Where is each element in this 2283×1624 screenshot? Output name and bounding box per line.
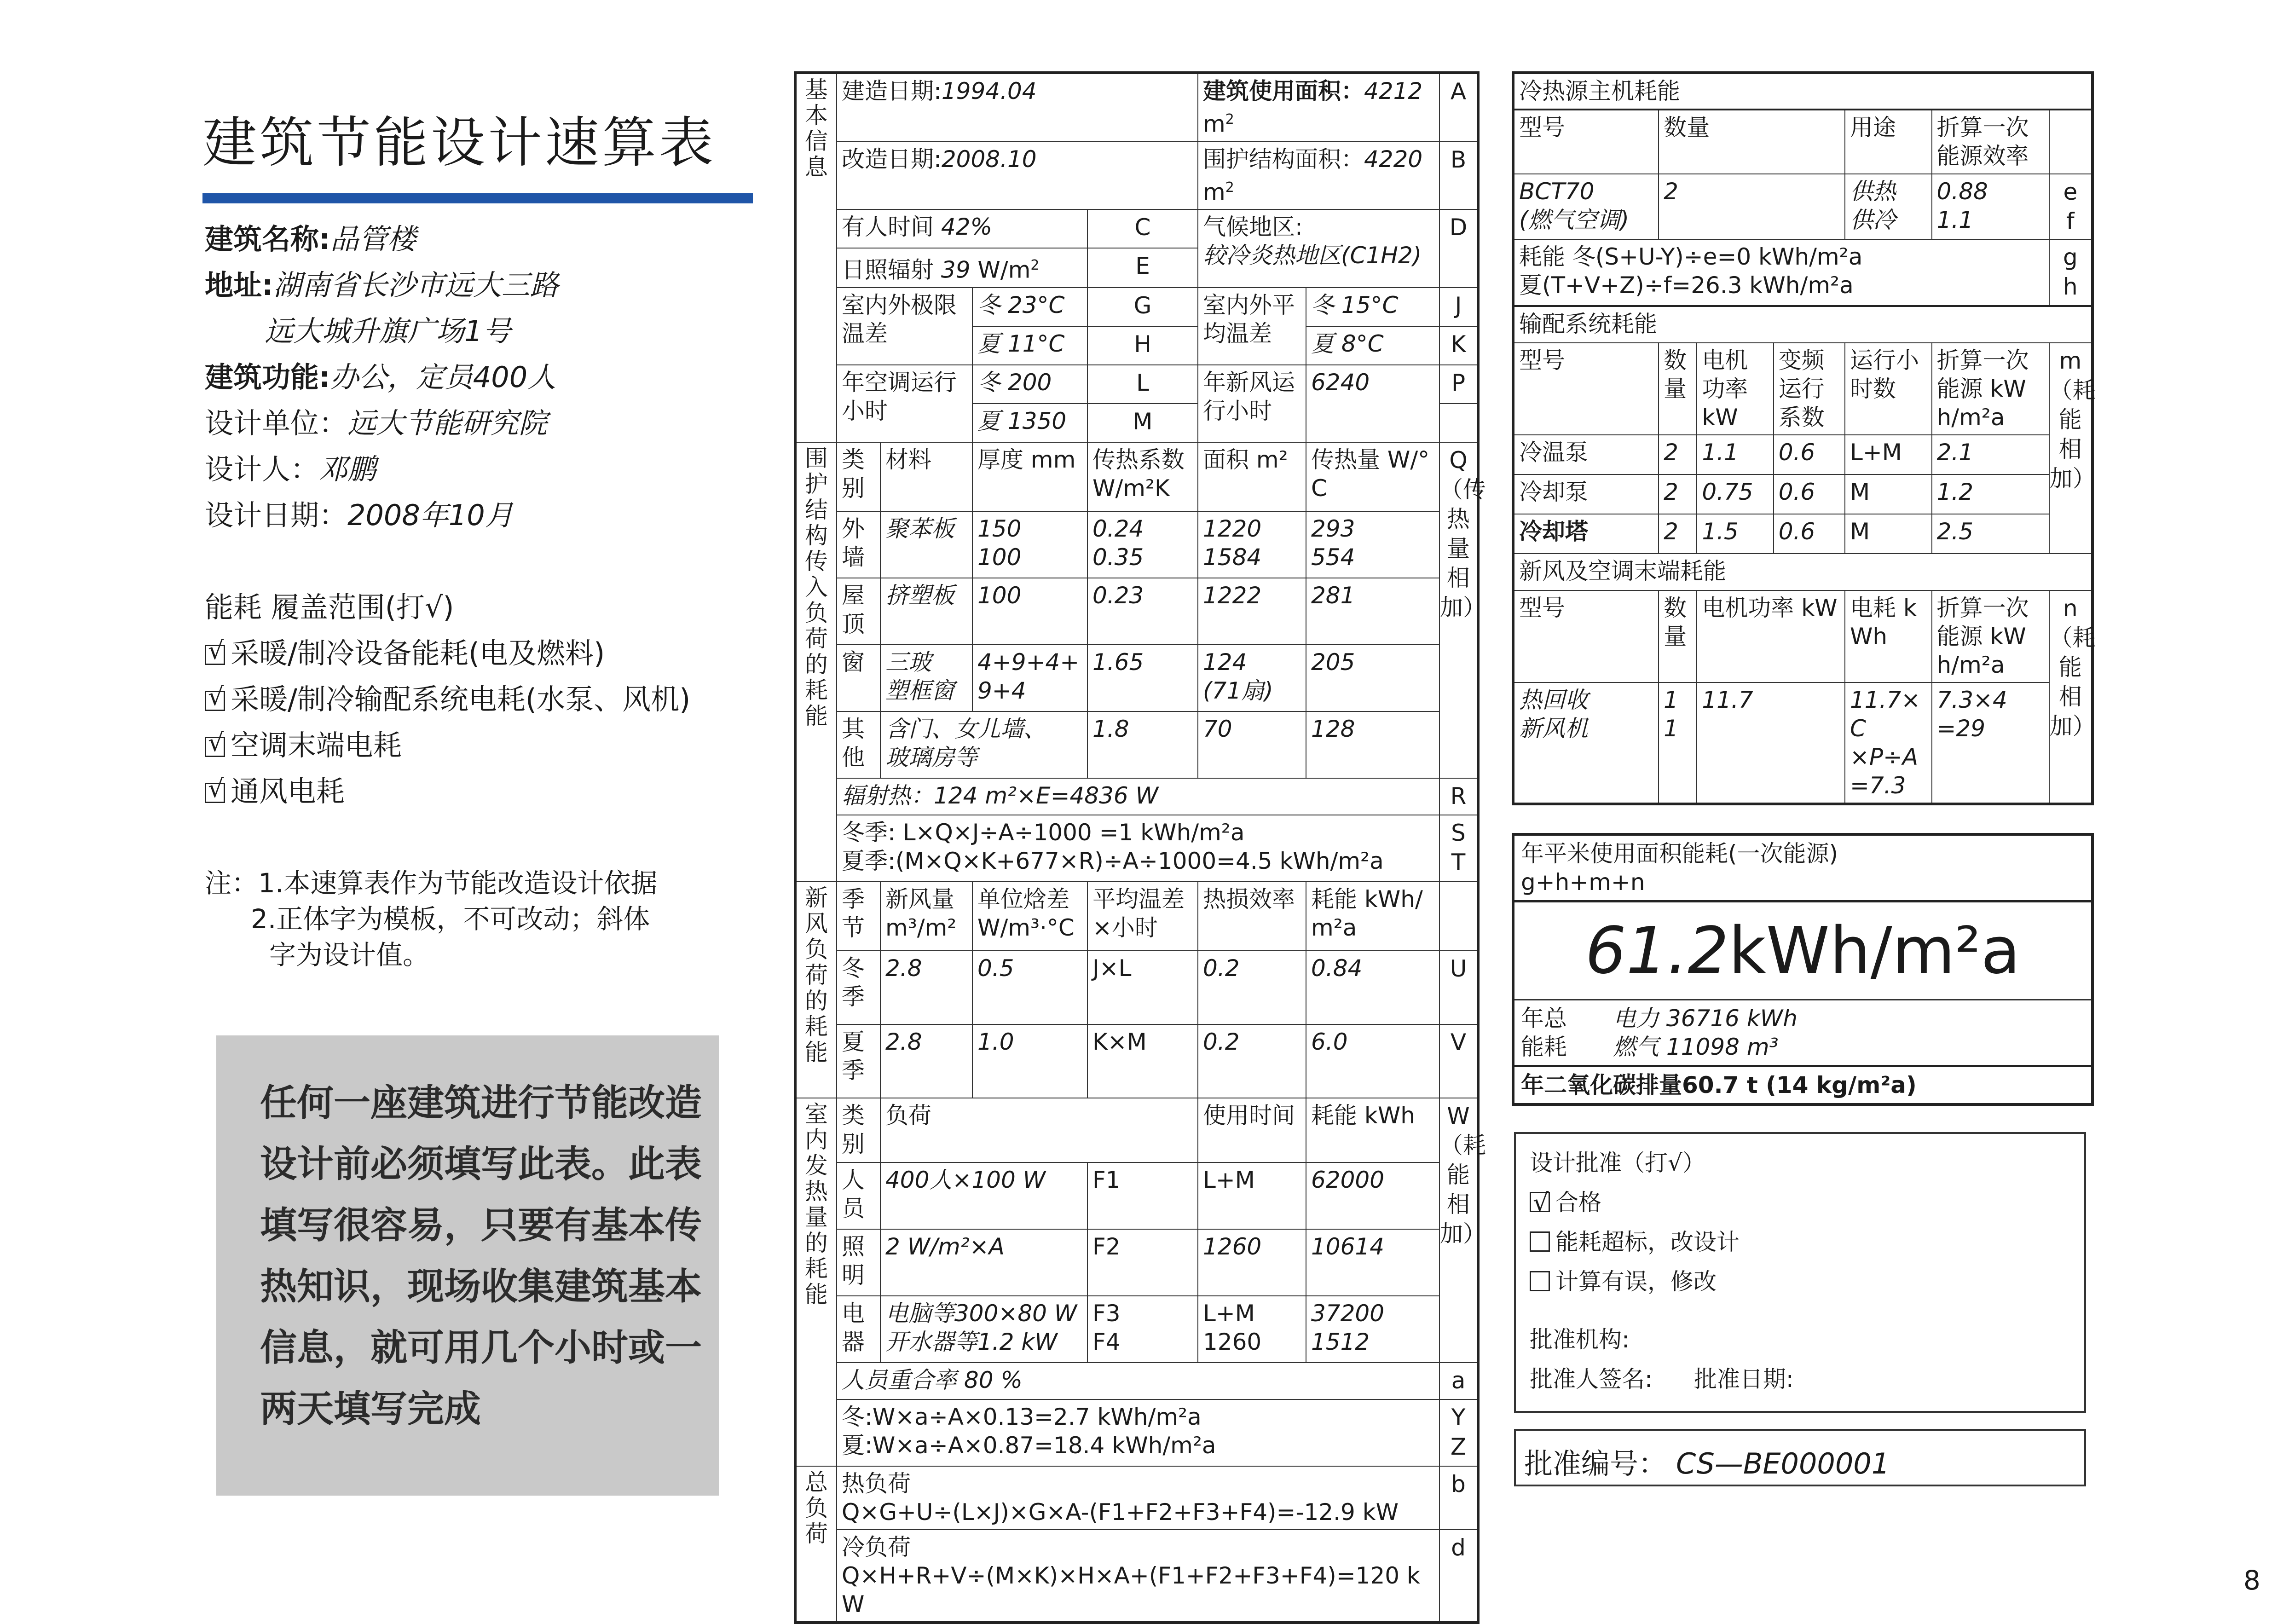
approval-org: 批准机构: xyxy=(1530,1326,1630,1353)
section-label: 室内发热量的耗能 xyxy=(805,1100,828,1308)
winter-formula: 冬季: L×Q×J÷A÷1000 =1 kWh/m²a xyxy=(842,819,1245,846)
building-name-label: 建筑名称: xyxy=(205,222,330,256)
annual-total xyxy=(1514,1000,2091,1067)
address-line-1: 湖南省长沙市远大三路 xyxy=(273,268,559,302)
table-cell: 0.2 xyxy=(1198,951,1306,1024)
designer-label: 设计人： xyxy=(205,452,319,486)
summary-value xyxy=(1514,902,2091,1000)
season-cell: 夏季 xyxy=(837,1024,880,1098)
building-name-value: 品管楼 xyxy=(330,222,416,256)
table-cell: 128 xyxy=(1306,711,1439,778)
table-cell: 2 xyxy=(1659,514,1697,554)
letter-b-lower: b xyxy=(1439,1466,1478,1530)
design-unit xyxy=(205,400,547,441)
table-cell: F3 F4 xyxy=(1087,1296,1198,1363)
section-indoor-heat xyxy=(795,1098,837,1466)
col-header: 变频运行系数 xyxy=(1774,343,1845,435)
letter-st: S T xyxy=(1439,815,1478,882)
table-cell: 1.0 xyxy=(972,1024,1087,1098)
approval-option xyxy=(1530,1222,2070,1262)
winter-formula: 冬:W×a÷A×0.13=2.7 kWh/m²a xyxy=(842,1403,1202,1430)
col-header: 数量 xyxy=(1659,590,1697,682)
summer-formula: 夏:W×a÷A×0.87=18.4 kWh/m²a xyxy=(842,1432,1216,1459)
table-cell: 2.1 xyxy=(1932,435,2049,474)
approval-option xyxy=(1530,1183,2070,1222)
date-label: 设计日期： xyxy=(205,498,348,532)
ac-winter: 冬 200 xyxy=(972,365,1087,404)
address-label: 地址: xyxy=(205,268,273,302)
table-cell: 1.8 xyxy=(1087,711,1198,778)
table-cell: 热回收 新风机 xyxy=(1513,682,1659,804)
table-cell: 2.8 xyxy=(880,1024,972,1098)
table-cell: 0.23 xyxy=(1087,578,1198,645)
extreme-winter: 冬 23°C xyxy=(972,288,1087,326)
coverage-item-label: 空调末端电耗 xyxy=(231,728,402,762)
season-cell: 冬季 xyxy=(837,951,880,1024)
table-cell: 1260 xyxy=(1198,1229,1306,1296)
table-cell: 2 xyxy=(1659,174,1845,239)
letter-g: G xyxy=(1087,288,1198,326)
section-label: 总负荷 xyxy=(805,1468,828,1547)
checkbox-checked[interactable] xyxy=(205,737,225,757)
date-value: 2008年10月 xyxy=(347,498,514,532)
design-date xyxy=(205,492,514,533)
letter-m: M xyxy=(1087,404,1198,442)
col-header: 电机功率 kW xyxy=(1697,590,1845,682)
table-cell: 1222 xyxy=(1198,578,1306,645)
approval-number-value: CS—BE000001 xyxy=(1676,1447,1890,1480)
note-line-3: 字为设计值。 xyxy=(269,939,430,971)
approval-number-label: 批准编号： xyxy=(1524,1447,1667,1480)
ac-summer: 夏 1350 xyxy=(972,404,1087,442)
unit-label: 设计单位： xyxy=(205,406,348,440)
table-cell: F2 xyxy=(1087,1229,1198,1296)
letter-m-lower: m（耗能相加） xyxy=(2049,343,2092,554)
note: （耗能相加） xyxy=(1440,1132,1486,1247)
letter-ef: e f xyxy=(2049,174,2092,239)
gas: 燃气 11098 m³ xyxy=(1613,1034,1779,1060)
table-row-type: 屋顶 xyxy=(837,578,880,645)
ac-hours-label: 年空调运行小时 xyxy=(837,365,972,442)
letter-w xyxy=(1439,1098,1486,1363)
value: 4212 xyxy=(1364,78,1423,104)
approval-signer: 批准人签名: xyxy=(1530,1366,1653,1393)
table-cell: 电脑等300×80 W 开水器等1.2 kW xyxy=(880,1296,1087,1363)
note: （传热量相加） xyxy=(1440,476,1486,621)
table-cell: M xyxy=(1845,514,1932,554)
col-header: 热损效率 xyxy=(1198,882,1306,951)
section-envelope xyxy=(795,442,837,882)
table-cell: F1 xyxy=(1087,1162,1198,1229)
table-cell: 三玻 塑框窗 xyxy=(880,645,972,711)
table-cell: 1220 1584 xyxy=(1198,511,1306,578)
col-header: 类别 xyxy=(837,1098,880,1162)
col-header: 平均温差×小时 xyxy=(1087,882,1198,951)
col-header: 传热系数 W/m²K xyxy=(1087,442,1198,511)
label: 改造日期: xyxy=(842,145,942,173)
section-label: 围护结构传入负荷的耗能 xyxy=(805,445,828,729)
table-cell: 7.3×4 =29 xyxy=(1932,682,2049,804)
table-row-type: 人员 xyxy=(837,1162,880,1229)
note-line-1: 注：1.本速算表作为节能改造设计依据 xyxy=(205,867,658,899)
approval-box xyxy=(1514,1132,2086,1413)
coverage-heading: 能耗 履盖范围(打√) xyxy=(205,590,454,624)
address-line-2-value: 远大城升旗广场1号 xyxy=(265,314,511,348)
table-cell: 1.1 xyxy=(1697,435,1773,474)
table-cell: 124 (71扇) xyxy=(1198,645,1306,711)
summer-formula: 夏季:(M×Q×K+677×R)÷A÷1000=4.5 kWh/m²a xyxy=(842,847,1384,874)
building-name xyxy=(205,216,416,257)
section-label: 新风负荷的耗能 xyxy=(805,884,828,1066)
col-header: 折算一次能源 kWh/m²a xyxy=(1932,343,2049,435)
col-header: 运行小时数 xyxy=(1845,343,1932,435)
approval-sign-row xyxy=(1530,1359,2070,1399)
value: 1994.04 xyxy=(941,78,1037,104)
checkbox-unchecked[interactable] xyxy=(1530,1231,1550,1252)
table-cell: 11 xyxy=(1659,682,1697,804)
col-header: 型号 xyxy=(1513,110,1659,174)
total-label: 年总 能耗 xyxy=(1521,1005,1567,1060)
coverage-item-label: 采暖/制冷设备能耗(电及燃料) xyxy=(231,636,605,670)
extreme-summer: 夏 11°C xyxy=(972,326,1087,365)
indoor-result xyxy=(837,1399,1439,1466)
table-cell: M xyxy=(1845,474,1932,514)
page-number: 8 xyxy=(2243,1565,2260,1596)
letter-c: C xyxy=(1087,209,1198,248)
label: 日照辐射 xyxy=(842,256,934,283)
label: 热负荷 xyxy=(842,1470,911,1497)
checkbox-checked[interactable] xyxy=(205,691,225,711)
letter-n-lower: n（耗能相加） xyxy=(2049,590,2092,804)
table-cell: 0.5 xyxy=(972,951,1087,1024)
callout-text: 任何一座建筑进行节能改造设计前必须填写此表。此表填写很容易，只要有基本传热知识，现场收集建筑基本信息，就可用几个小时或一两天填写完成 xyxy=(260,1081,702,1430)
table-cell: 4+9+4+ 9+4 xyxy=(972,645,1087,711)
section-chiller: 冷热源主机耗能 xyxy=(1513,73,2092,110)
table-cell: 10614 xyxy=(1306,1229,1439,1296)
empty-cell xyxy=(1439,882,1478,951)
section-terminal: 新风及空调末端耗能 xyxy=(1513,554,2092,590)
table-cell: 0.84 xyxy=(1306,951,1439,1024)
summary-heading: 年平米使用面积能耗(一次能源) xyxy=(1521,840,1838,867)
letter-yz: Y Z xyxy=(1439,1399,1478,1466)
table-cell: 400人×100 W xyxy=(880,1162,1087,1229)
letter-q xyxy=(1439,442,1486,778)
checkbox-checked[interactable] xyxy=(1530,1192,1550,1212)
cool-load xyxy=(837,1530,1439,1623)
table-cell: 205 xyxy=(1306,645,1439,711)
section-distribution: 输配系统耗能 xyxy=(1513,306,2092,343)
energy-summary xyxy=(1512,833,2094,1106)
table-cell: 2 xyxy=(1659,474,1697,514)
envelope-area-cell: 围护结构面积：4220 $m^2$ xyxy=(1198,142,1439,210)
letter: W xyxy=(1447,1102,1470,1129)
table-row-type: 照明 xyxy=(837,1229,880,1296)
coverage-item xyxy=(205,630,605,671)
table-cell: 150 100 xyxy=(972,511,1087,578)
solar-cell: 日照辐射 39 $W/m^2$ xyxy=(837,248,1087,288)
col-header: 季节 xyxy=(837,882,880,951)
table-cell: 6.0 xyxy=(1306,1024,1439,1098)
co2-emission: 年二氧化碳排量60.7 t (14 kg/m²a) xyxy=(1521,1072,1917,1098)
col-header: 耗能 kWh/m²a xyxy=(1306,882,1439,951)
radiation-row: 辐射热：124 m²×E=4836 W xyxy=(837,778,1439,815)
summary-unit: kWh/m²a xyxy=(1728,913,2021,988)
value: 较冷炎热地区(C1H2) xyxy=(1203,242,1422,269)
table-cell: 0.24 0.35 xyxy=(1087,511,1198,578)
summary-formula: g+h+m+n xyxy=(1521,869,1645,896)
label: 围护结构面积： xyxy=(1203,145,1364,173)
envelope-result xyxy=(837,815,1439,882)
col-header: 折算一次能源效率 xyxy=(1932,110,2049,174)
value: 2008.10 xyxy=(941,145,1037,173)
col-header: 折算一次能源 kWh/m²a xyxy=(1932,590,2049,682)
empty-cell xyxy=(2049,110,2092,174)
formula: Q×G+U÷(L×J)×G×A-(F1+F2+F3+F4)=-12.9 kW xyxy=(842,1498,1399,1526)
coverage-item xyxy=(205,722,402,763)
table-cell: 1.5 xyxy=(1697,514,1773,554)
label: 有人时间 xyxy=(842,214,934,241)
table-cell: 11.7 xyxy=(1697,682,1845,804)
table-row-type: 其他 xyxy=(837,711,880,778)
function-value: 办公，定员400人 xyxy=(330,360,556,394)
table-cell: 0.75 xyxy=(1697,474,1773,514)
col-header: 用途 xyxy=(1845,110,1932,174)
empty-cell xyxy=(1439,404,1478,442)
table-cell: 100 xyxy=(972,578,1087,645)
avg-temp-label: 室内外平均温差 xyxy=(1198,288,1306,365)
table-row-model: 冷温泵 xyxy=(1513,435,1659,474)
table-cell: 0.2 xyxy=(1198,1024,1306,1098)
col-header: 耗能 kWh xyxy=(1306,1098,1439,1162)
col-header: 单位焓差 W/m³·°C xyxy=(972,882,1087,951)
checkbox-checked[interactable] xyxy=(205,783,225,803)
letter-b: B xyxy=(1439,142,1478,210)
letter: Q xyxy=(1449,446,1468,474)
overlap-row: 人员重合率 80 % xyxy=(837,1363,1439,1399)
table-row-type: 电器 xyxy=(837,1296,880,1363)
build-date-cell xyxy=(837,73,1198,142)
address xyxy=(205,262,559,303)
summary-number: 61.2 xyxy=(1585,913,1729,988)
unit-value: 远大节能研究院 xyxy=(347,406,548,440)
letter-r: R xyxy=(1439,778,1478,815)
col-header: 电耗 kWh xyxy=(1845,590,1932,682)
designer xyxy=(205,446,376,487)
letter-u: U xyxy=(1439,951,1478,1024)
coverage-item-label: 通风电耗 xyxy=(231,774,345,808)
col-header: 传热量 W/°C xyxy=(1306,442,1439,511)
designer-value: 邓鹏 xyxy=(319,452,376,486)
note-line-2: 2.正体字为模板，不可改动；斜体 xyxy=(251,903,650,935)
col-header: 型号 xyxy=(1513,590,1659,682)
label: 建筑使用面积： xyxy=(1203,78,1364,104)
section-label: 基本信息 xyxy=(805,76,828,180)
letter-a: A xyxy=(1439,73,1478,142)
electricity: 电力 36716 kWh xyxy=(1613,1005,1798,1032)
col-header: 类别 xyxy=(837,442,880,511)
checkbox-unchecked[interactable] xyxy=(1530,1271,1550,1291)
calc-table xyxy=(794,71,1486,1624)
coverage-item xyxy=(205,769,345,809)
table-cell: 11.7×C ×P÷A =7.3 xyxy=(1845,682,1932,804)
table-cell: 2.5 xyxy=(1932,514,2049,554)
approval-date: 批准日期: xyxy=(1693,1366,1794,1393)
approval-option xyxy=(1530,1262,2070,1301)
table-cell: 1.2 xyxy=(1932,474,2049,514)
section-basic-info xyxy=(795,73,837,442)
col-header: 数量 xyxy=(1659,110,1845,174)
table-row-type: 外墙 xyxy=(837,511,880,578)
table-cell: L+M 1260 xyxy=(1198,1296,1306,1363)
coverage-item xyxy=(205,676,690,717)
table-row-type: 窗 xyxy=(837,645,880,711)
col-header: 型号 xyxy=(1513,343,1659,435)
function-label: 建筑功能: xyxy=(205,360,330,394)
fresh-hours-label: 年新风运行小时 xyxy=(1198,365,1306,442)
table-row-model: 冷却泵 xyxy=(1513,474,1659,514)
table-cell: 含门、女儿墙、 玻璃房等 xyxy=(880,711,1087,778)
letter-d-lower: d xyxy=(1439,1530,1478,1623)
table-cell: 2 W/m²×A xyxy=(880,1229,1087,1296)
col-header: 新风量 m³/m² xyxy=(880,882,972,951)
table-cell: 62000 xyxy=(1306,1162,1439,1229)
value: 42% xyxy=(941,214,993,241)
letter-gh: g h xyxy=(2049,239,2092,306)
value: 4220 xyxy=(1364,145,1423,173)
address-line-2 xyxy=(265,308,511,349)
value: 39 xyxy=(941,256,971,283)
table-cell: 1.65 xyxy=(1087,645,1198,711)
chiller-consumption: 耗能 冬(S+U-Y)÷e=0 kWh/m²a 夏(T+V+Z)÷f=26.3 kWh/m²a xyxy=(1513,239,2049,306)
table-cell: 0.6 xyxy=(1774,474,1845,514)
section-total-load xyxy=(795,1466,837,1623)
table-cell: 聚苯板 xyxy=(880,511,972,578)
occupied-cell xyxy=(837,209,1087,248)
table-cell: K×M xyxy=(1087,1024,1198,1098)
option-label: 计算有误，修改 xyxy=(1555,1268,1717,1295)
formula: Q×H+R+V÷(M×K)×H×A+(F1+F2+F3+F4)=120 kW xyxy=(842,1562,1420,1618)
letter-e: E xyxy=(1087,248,1198,288)
col-header: 厚度 mm xyxy=(972,442,1087,511)
climate-cell xyxy=(1198,209,1439,288)
table-cell: 70 xyxy=(1198,711,1306,778)
table-cell: 0.88 1.1 xyxy=(1932,174,2049,239)
summary-header xyxy=(1514,836,2091,902)
avg-winter: 冬 15°C xyxy=(1306,288,1439,326)
building-function xyxy=(205,354,556,395)
letter-j: J xyxy=(1439,288,1478,326)
col-header: 材料 xyxy=(880,442,972,511)
approval-heading: 设计批准（打√） xyxy=(1530,1150,1705,1176)
table-cell: L+M xyxy=(1845,435,1932,474)
approval-number xyxy=(1514,1429,2086,1486)
col-header: 使用时间 xyxy=(1198,1098,1306,1162)
avg-summer: 夏 8°C xyxy=(1306,326,1439,365)
rebuild-date-cell xyxy=(837,142,1198,210)
use-area-cell: 建筑使用面积：4212 $m^2$ xyxy=(1198,73,1439,142)
letter-a-lower: a xyxy=(1439,1363,1478,1399)
table-cell: J×L xyxy=(1087,951,1198,1024)
table-cell: L+M xyxy=(1198,1162,1306,1229)
letter-k: K xyxy=(1439,326,1478,365)
table-cell: 293 554 xyxy=(1306,511,1439,578)
label: 气候地区: xyxy=(1203,214,1303,241)
energy-table xyxy=(1512,71,2094,805)
label: 建造日期: xyxy=(842,78,942,104)
col-header: 数量 xyxy=(1659,343,1697,435)
extreme-temp-label: 室内外极限温差 xyxy=(837,288,972,365)
letter-d: D xyxy=(1439,209,1478,288)
label: 冷负荷 xyxy=(842,1533,911,1560)
section-fresh-air xyxy=(795,882,837,1098)
table-cell: 0.6 xyxy=(1774,435,1845,474)
title-underline xyxy=(202,193,753,203)
letter-l: L xyxy=(1087,365,1198,404)
letter-v: V xyxy=(1439,1024,1478,1098)
col-header: 电机功率 kW xyxy=(1697,343,1773,435)
page-title: 建筑节能设计速算表 xyxy=(202,111,717,174)
letter-h: H xyxy=(1087,326,1198,365)
table-cell: 0.6 xyxy=(1774,514,1845,554)
coverage-item-label: 采暖/制冷输配系统电耗(水泵、风机) xyxy=(231,682,691,716)
col-header: 面积 m² xyxy=(1198,442,1306,511)
table-cell: 281 xyxy=(1306,578,1439,645)
table-cell: 2 xyxy=(1659,435,1697,474)
option-label: 能耗超标，改设计 xyxy=(1555,1229,1740,1255)
table-cell: 2.8 xyxy=(880,951,972,1024)
table-row-model: 冷却塔 xyxy=(1513,514,1659,554)
table-cell: 挤塑板 xyxy=(880,578,972,645)
col-header: 负荷 xyxy=(880,1098,1198,1162)
option-label: 合格 xyxy=(1555,1189,1601,1216)
table-cell: BCT70 (燃气空调) xyxy=(1513,174,1659,239)
table-cell: 37200 1512 xyxy=(1306,1296,1439,1363)
heat-load xyxy=(837,1466,1439,1530)
table-cell: 供热 供冷 xyxy=(1845,174,1932,239)
fresh-hours: 6240 xyxy=(1306,365,1439,442)
checkbox-checked[interactable] xyxy=(205,645,225,665)
letter-p: P xyxy=(1439,365,1478,404)
